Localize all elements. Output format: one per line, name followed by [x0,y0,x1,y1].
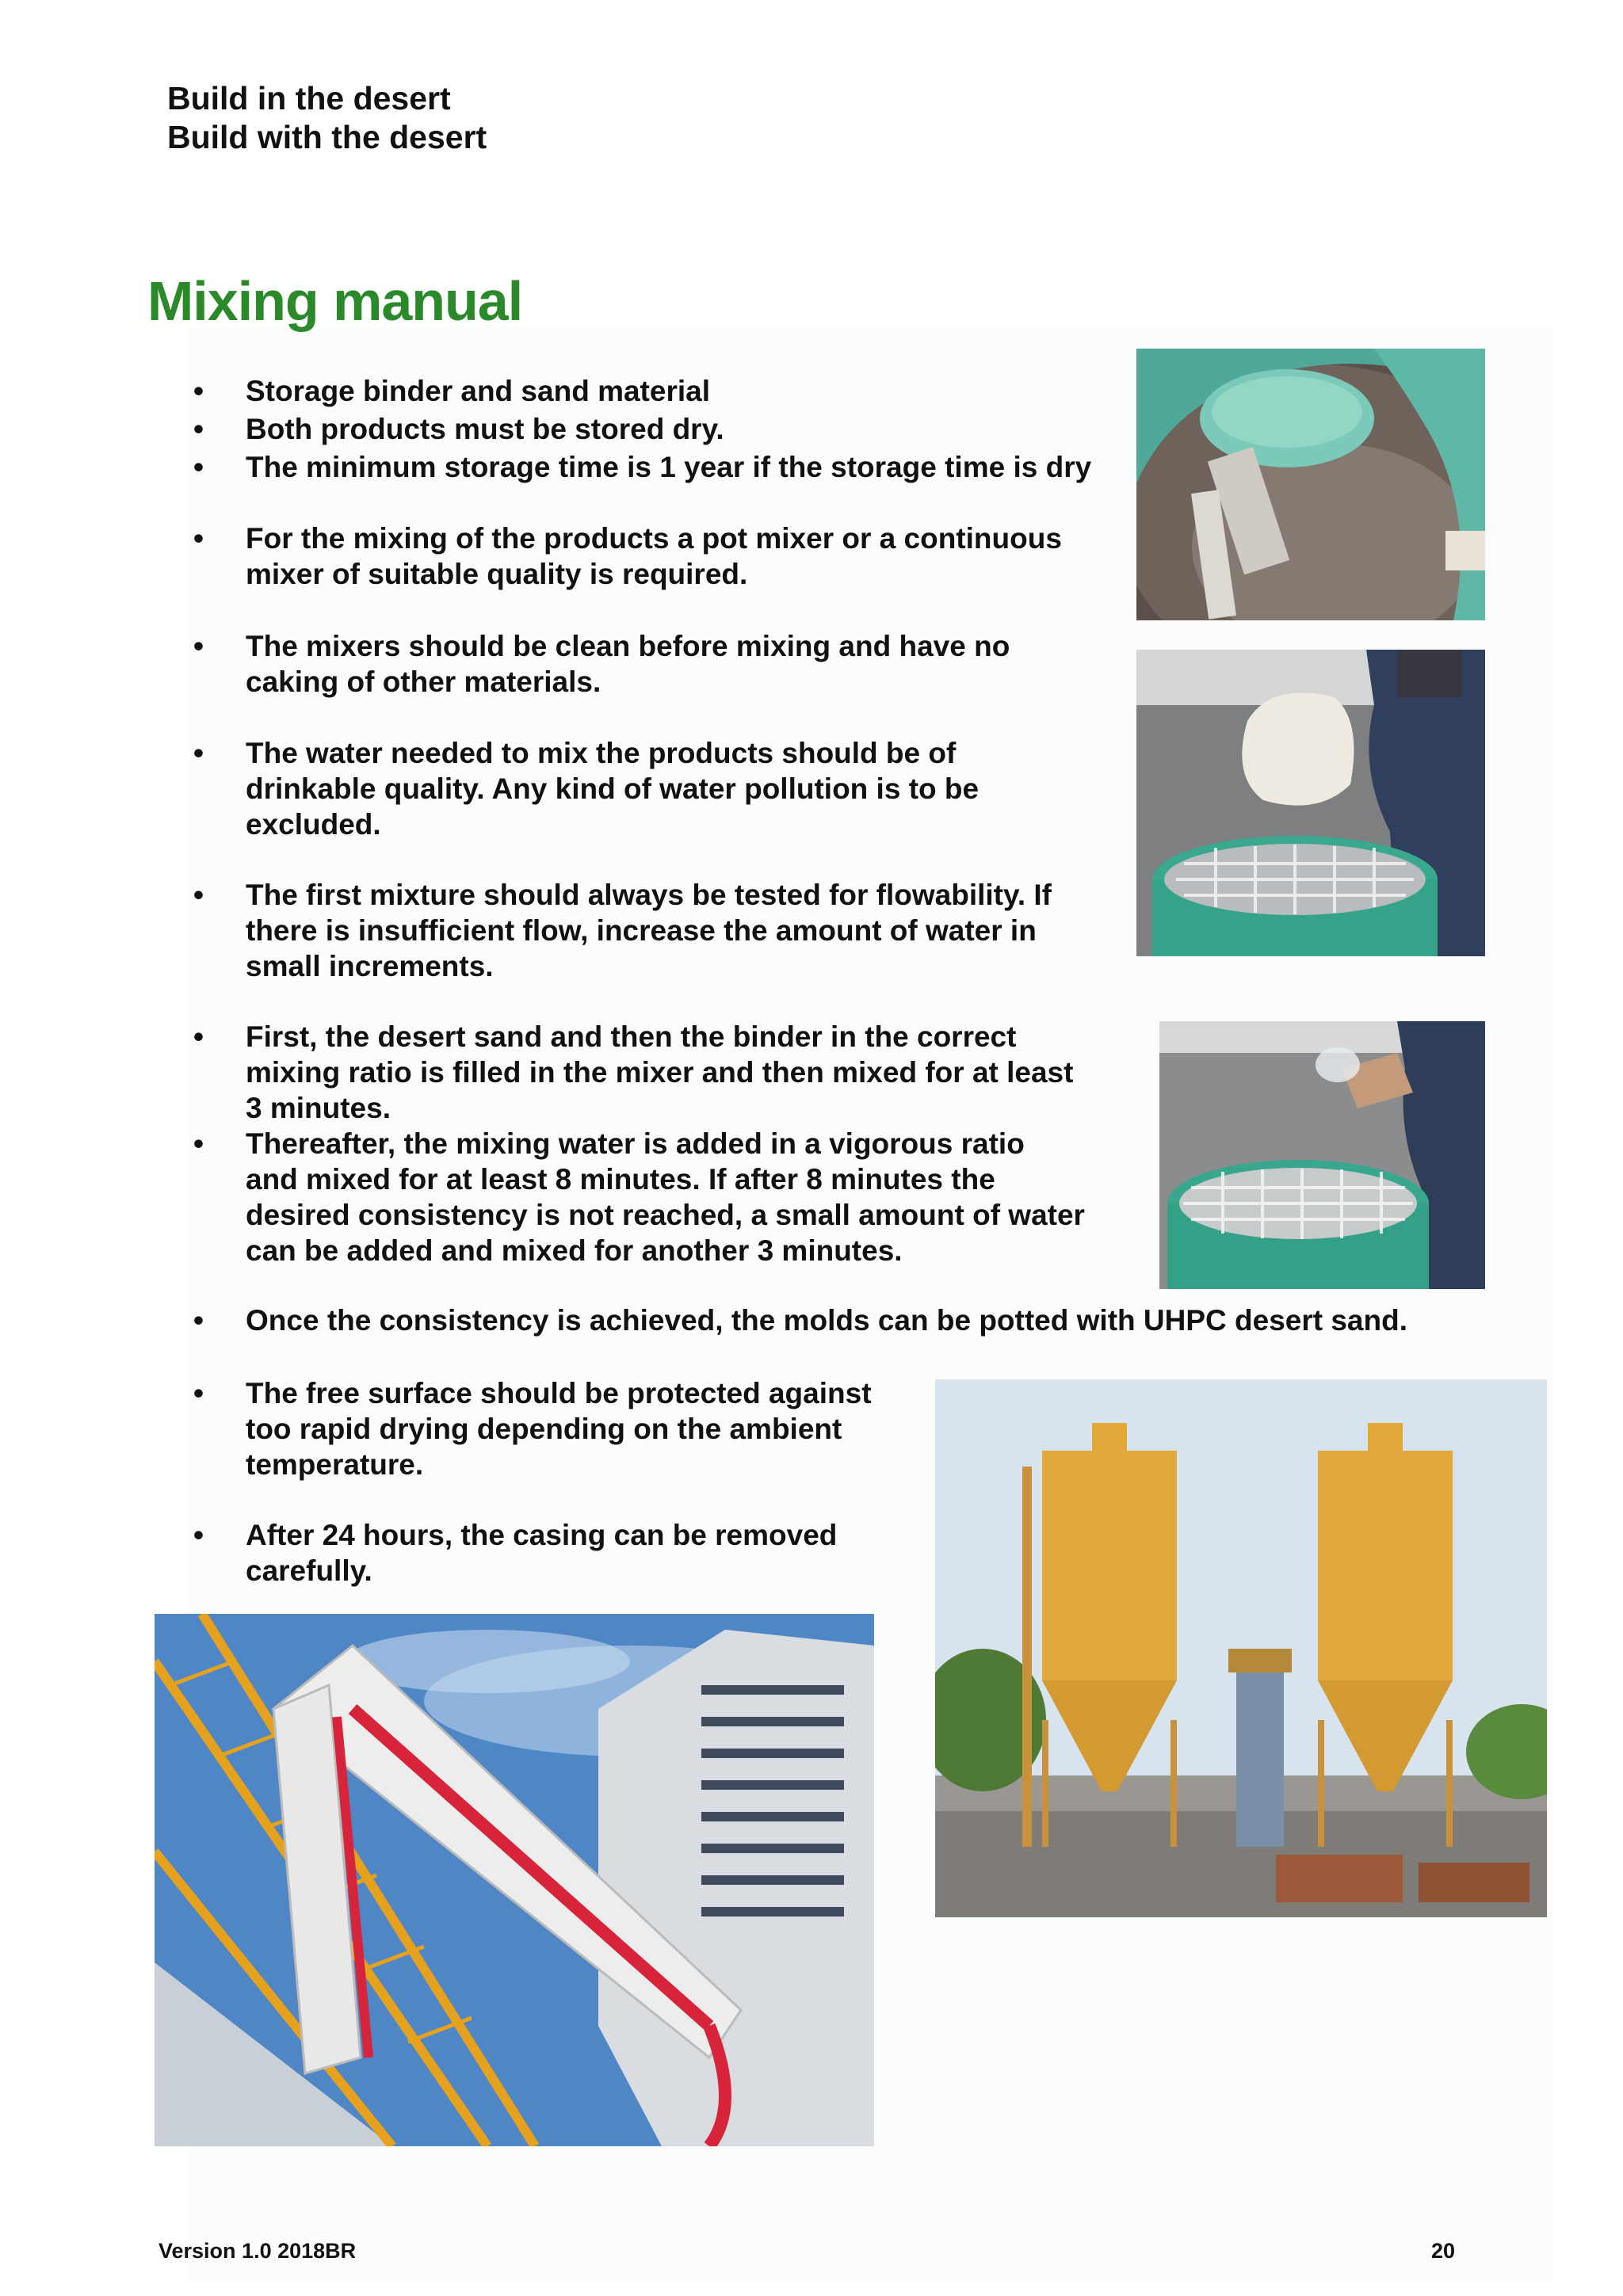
worker-pouring-bag-photo [1136,650,1485,956]
silos-photo [935,1379,1547,1917]
bullet-text: Once the consistency is achieved, the molds can be potted with UHPC desert sand. [246,1304,1407,1337]
bullet-text: After 24 hours, the casing can be removed carefully. [246,1519,838,1587]
bullet-item [193,1302,1407,1338]
page-title: Mixing manual [147,270,523,332]
bullet-text: Both products must be stored dry. [246,413,724,445]
bullet-item [193,411,724,447]
footer-page-number: 20 [1431,2239,1456,2263]
page-header [167,79,487,157]
bullet-text: Thereafter, the mixing water is added in a vigorous ratio and mixed for at least 8 minutes. If after 8 minutes the desired consistency is not reached, a small amount of water can be added and mixed for another 3 minutes. [246,1127,1085,1267]
header-line-2: Build with the desert [167,119,487,155]
bullet-text: The mixers should be clean before mixing and have no caking of other materials. [246,630,1010,698]
bullet-item [193,877,1052,984]
bullet-dot: • [193,1519,204,1551]
bullet-dot: • [193,413,204,445]
bullet-item [193,1375,872,1482]
bullet-text: The free surface should be protected against too rapid drying depending on the ambient temperature. [246,1377,872,1481]
bullet-dot: • [193,451,204,483]
adding-water-photo [1159,1021,1485,1289]
bullet-item [193,1126,1085,1268]
bullet-item [193,521,1062,592]
concrete-pump-photo [155,1614,874,2146]
bullet-text: The minimum storage time is 1 year if the storage time is dry [246,451,1092,483]
bullet-text: The water needed to mix the products should be of drinkable quality. Any kind of water pollution is to be excluded. [246,737,980,841]
bullet-item [193,1019,1073,1126]
footer-version: Version 1.0 2018BR [158,2239,357,2263]
bullet-item [193,373,710,409]
bullet-dot: • [193,879,204,911]
bullet-item [193,735,979,842]
bullet-dot: • [193,737,204,769]
bullet-item [193,449,1091,485]
header-line-1: Build in the desert [167,80,451,116]
bullet-item [193,1517,837,1589]
bullet-dot: • [193,1020,204,1053]
bullet-text: For the mixing of the products a pot mixer or a continuous mixer of suitable quality is required. [246,522,1062,590]
bullet-dot: • [193,1127,204,1160]
bullet-dot: • [193,1377,204,1409]
bullet-dot: • [193,630,204,662]
bullet-dot: • [193,375,204,407]
bullet-text: Storage binder and sand material [246,375,710,407]
bullet-text: The first mixture should always be tested for flowability. If there is insufficient flow, increase the amount of water in small increments. [246,879,1052,982]
bullet-dot: • [193,1304,204,1337]
bullet-dot: • [193,522,204,555]
mixer-interior-photo [1136,349,1485,620]
bullet-text: First, the desert sand and then the binder in the correct mixing ratio is filled in the mixer and then mixed for at least 3 minutes. [246,1020,1074,1124]
bullet-item [193,628,1010,700]
